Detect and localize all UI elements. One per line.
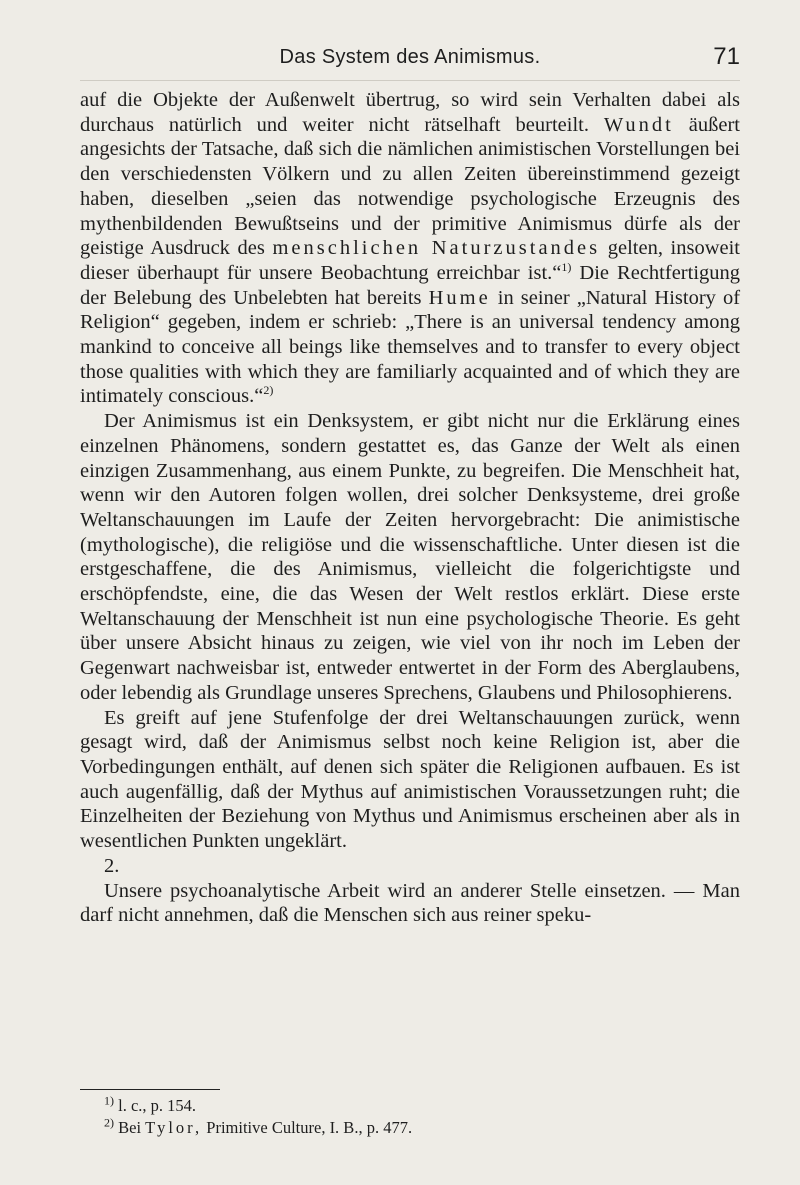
paragraph-4: Unsere psychoanalytische Arbeit wird an anderer Stelle einsetzen. — Man darf nicht annehmen, daß die Menschen sich aus reiner speku- bbox=[80, 879, 740, 927]
text-run: Die Rechtfertigung der Belebung des Unbelebten hat bereits bbox=[80, 261, 741, 309]
author-name-tylor: Tylor, bbox=[145, 1118, 203, 1137]
footnote-1 bbox=[104, 1095, 744, 1117]
text-run: äußert angesichts der Tatsache, daß sich die nämlichen animistischen Vorstellungen bei den verschiedensten Völkern und zu allen Zeiten übereinstimmend gezeigt haben, dieselben „seien das notwendige psychologische Erzeugnis des mythenbildenden Bewußtseins und der primitive Animismus dürfe als der geistige Ausdruck des bbox=[80, 113, 740, 260]
footnote-ref-1: 1) bbox=[561, 260, 572, 275]
author-name-hume: Hume bbox=[428, 286, 491, 309]
footnote-text-2: Primitive Culture, I. B., p. 477. bbox=[206, 1118, 413, 1137]
footnote-pre-2: Bei bbox=[118, 1118, 142, 1137]
paragraph-1 bbox=[80, 88, 740, 409]
paragraph-2: Der Animismus ist ein Denksystem, er gibt nicht nur die Erklärung eines einzelnen Phänomens, sondern gestattet es, das Ganze der Welt als einen einzigen Zusammenhang, aus einem Punkte, zu begreifen. Die Menschheit hat, wenn wir den Autoren folgen wollen, drei solcher Denksysteme, drei große Weltanschauungen im Laufe der Zeiten hervorgebracht: Die animistische (mythologische), die religiöse und die wissenschaftliche. Unter diesen ist die erstgeschaffene, die des Animismus, vielleicht die folgerichtigste und erschöpfendste, eine, die das Wesen der Welt restlos erklärt. Diese erste Weltanschauung der Menschheit ist nun eine psychologische Theorie. Es geht über unsere Absicht hinaus zu zeigen, wie viel von ihr noch im Leben der Gegenwart nachweisbar ist, entweder entwertet in der Form des Aberglaubens, oder lebendig als Grundlage unseres Sprechens, Glaubens und Philosophierens. bbox=[80, 410, 740, 704]
section-number: 2. bbox=[104, 854, 120, 877]
page-header bbox=[80, 40, 740, 81]
footnote-mark-1: 1) bbox=[104, 1093, 114, 1108]
paragraph-3: Es greift auf jene Stufenfolge der drei Weltanschauungen zurück, wenn gesagt wird, daß der Animismus selbst noch keine Religion ist, aber die Vorbedingungen enthält, auf denen sich später die Religionen aufbauen. Es ist auch augenfällig, daß der Mythus auf animistischen Voraussetzungen ruht; die Einzelheiten der Beziehung von Mythus und Animismus erscheinen aber als in wesentlichen Punkten ungeklärt. bbox=[80, 706, 740, 853]
text-run: auf die Objekte der Außenwelt übertrug, so wird sein Verhalten dabei als durchaus natürlich und weiter nicht rätselhaft beurteilt. bbox=[80, 89, 740, 136]
footnote-2 bbox=[104, 1117, 744, 1139]
footnote-rule bbox=[80, 1089, 220, 1090]
emphasis-menschlichen-naturzustandes: menschlichen Naturzustandes bbox=[272, 237, 601, 260]
footnote-ref-2: 2) bbox=[263, 383, 274, 398]
footnote-text-1: l. c., p. 154. bbox=[118, 1096, 197, 1115]
page-number: 71 bbox=[713, 43, 740, 70]
running-head: Das System des Animismus. bbox=[279, 46, 541, 68]
footnotes bbox=[104, 1095, 744, 1139]
text-run: gelten, insoweit dieser überhaupt für unsere Beobachtung erreichbar ist.“ bbox=[80, 237, 741, 284]
footnote-mark-2: 2) bbox=[104, 1115, 114, 1130]
author-name-wundt: Wundt bbox=[603, 113, 674, 136]
text-run: in seiner „Natural History of Religion“ gegeben, indem er schrieb: „There is an universal tendency among mankind to conceive all beings like themselves and to transfer to every object those qualities with which they are familiarly acquainted and of which they are intimately conscious.“ bbox=[80, 286, 741, 408]
body-text bbox=[80, 88, 740, 928]
